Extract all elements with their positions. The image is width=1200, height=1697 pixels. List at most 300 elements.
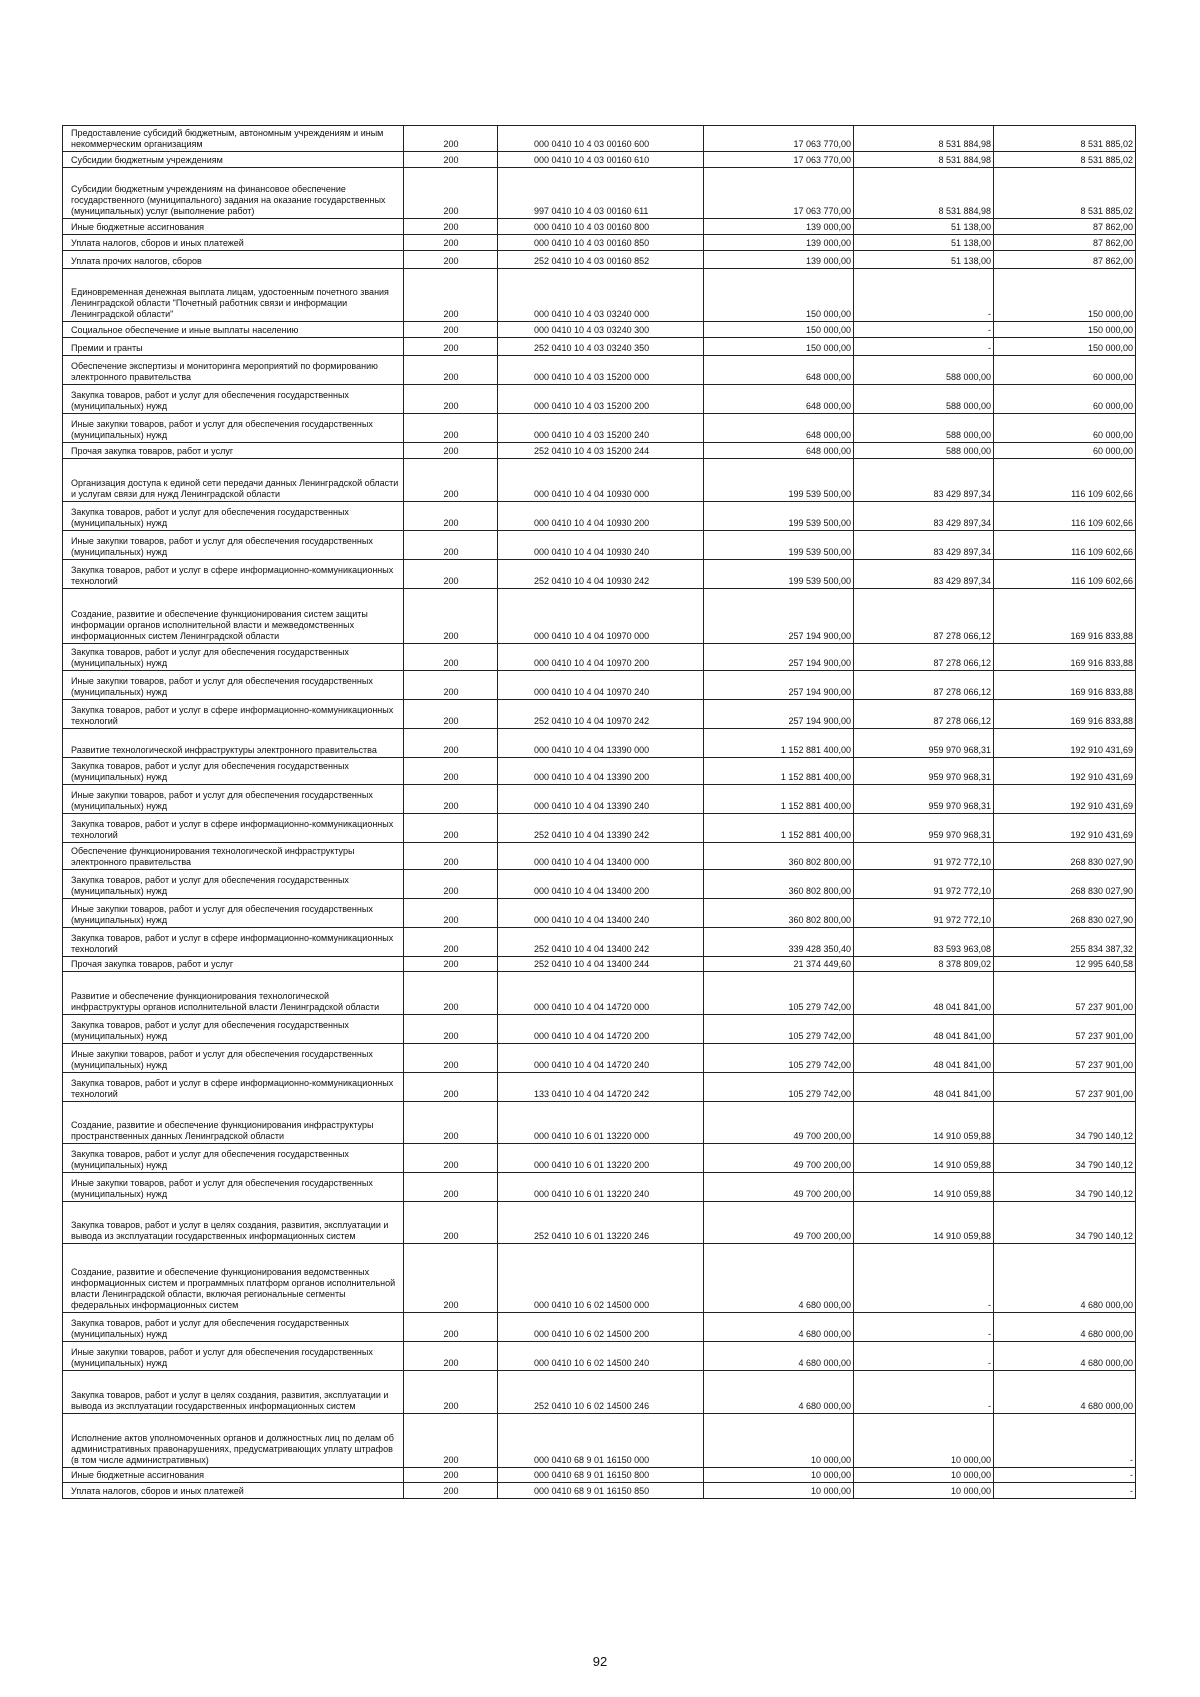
expense-name-cell: Иные бюджетные ассигнования: [63, 1468, 404, 1483]
executed-amount-cell: 91 972 772,10: [854, 843, 994, 870]
table-row: [63, 644, 1136, 671]
line-code-cell: 200: [404, 928, 498, 957]
approved-amount-cell: 360 802 800,00: [704, 899, 854, 928]
executed-amount-cell: -: [854, 1342, 994, 1371]
expense-name-cell: Иные закупки товаров, работ и услуг для обеспечения государственных (муниципальных) нужд: [63, 671, 404, 700]
executed-amount-cell: 959 970 968,31: [854, 758, 994, 785]
budget-classification-code-cell: 000 0410 10 6 01 13220 000: [498, 1102, 704, 1144]
executed-amount-cell: 588 000,00: [854, 443, 994, 459]
expense-name-cell: Иные закупки товаров, работ и услуг для обеспечения государственных (муниципальных) нужд: [63, 1044, 404, 1073]
expense-name-cell: Исполнение актов уполномоченных органов и должностных лиц по делам об административных правонарушениях, предусматривающих уплату штрафов (в том числе административных): [63, 1414, 404, 1468]
expense-name-cell: Обеспечение экспертизы и мониторинга мероприятий по формированию электронного правительства: [63, 356, 404, 385]
executed-amount-cell: 51 138,00: [854, 251, 994, 269]
executed-amount-cell: -: [854, 1371, 994, 1414]
table-row: [63, 843, 1136, 870]
unexecuted-amount-cell: 87 862,00: [994, 219, 1136, 235]
unexecuted-amount-cell: 34 790 140,12: [994, 1202, 1136, 1244]
unexecuted-amount-cell: 169 916 833,88: [994, 589, 1136, 644]
table-row: [63, 785, 1136, 814]
expense-name-cell: Создание, развитие и обеспечение функционирования инфраструктуры пространственных данных Ленинградской области: [63, 1102, 404, 1144]
table-row: [63, 1371, 1136, 1414]
executed-amount-cell: 588 000,00: [854, 356, 994, 385]
expense-name-cell: Закупка товаров, работ и услуг в сфере информационно-коммуникационных технологий: [63, 814, 404, 843]
unexecuted-amount-cell: 192 910 431,69: [994, 758, 1136, 785]
executed-amount-cell: 83 429 897,34: [854, 502, 994, 531]
approved-amount-cell: 339 428 350,40: [704, 928, 854, 957]
executed-amount-cell: 8 531 884,98: [854, 126, 994, 152]
budget-classification-code-cell: 000 0410 10 6 01 13220 240: [498, 1173, 704, 1202]
approved-amount-cell: 150 000,00: [704, 269, 854, 322]
table-row: [63, 385, 1136, 414]
executed-amount-cell: -: [854, 1313, 994, 1342]
executed-amount-cell: 10 000,00: [854, 1414, 994, 1468]
approved-amount-cell: 17 063 770,00: [704, 126, 854, 152]
unexecuted-amount-cell: 57 237 901,00: [994, 1044, 1136, 1073]
table-row: [63, 870, 1136, 899]
approved-amount-cell: 49 700 200,00: [704, 1102, 854, 1144]
budget-classification-code-cell: 000 0410 10 4 04 10930 200: [498, 502, 704, 531]
budget-classification-code-cell: 252 0410 10 4 04 13400 244: [498, 957, 704, 972]
line-code-cell: 200: [404, 443, 498, 459]
expense-name-cell: Закупка товаров, работ и услуг в сфере информационно-коммуникационных технологий: [63, 560, 404, 589]
line-code-cell: 200: [404, 219, 498, 235]
expense-name-cell: Субсидии бюджетным учреждениям на финансовое обеспечение государственного (муниципального) задания на оказание государственных (муниципальных) услуг (выполнение работ): [63, 168, 404, 219]
approved-amount-cell: 257 194 900,00: [704, 700, 854, 729]
expense-name-cell: Иные закупки товаров, работ и услуг для обеспечения государственных (муниципальных) нужд: [63, 1173, 404, 1202]
budget-classification-code-cell: 000 0410 10 4 03 00160 600: [498, 126, 704, 152]
executed-amount-cell: 48 041 841,00: [854, 1073, 994, 1102]
approved-amount-cell: 1 152 881 400,00: [704, 814, 854, 843]
expense-name-cell: Уплата налогов, сборов и иных платежей: [63, 235, 404, 251]
executed-amount-cell: 51 138,00: [854, 219, 994, 235]
budget-classification-code-cell: 000 0410 10 4 04 14720 240: [498, 1044, 704, 1073]
approved-amount-cell: 105 279 742,00: [704, 1015, 854, 1044]
unexecuted-amount-cell: 169 916 833,88: [994, 700, 1136, 729]
budget-classification-code-cell: 252 0410 10 6 01 13220 246: [498, 1202, 704, 1244]
expense-name-cell: Субсидии бюджетным учреждениям: [63, 152, 404, 168]
expense-name-cell: Прочая закупка товаров, работ и услуг: [63, 957, 404, 972]
approved-amount-cell: 4 680 000,00: [704, 1244, 854, 1313]
table-body: [63, 126, 1136, 1499]
budget-classification-code-cell: 000 0410 10 4 04 10970 240: [498, 671, 704, 700]
table-row: [63, 1342, 1136, 1371]
approved-amount-cell: 150 000,00: [704, 338, 854, 356]
approved-amount-cell: 199 539 500,00: [704, 560, 854, 589]
expense-name-cell: Иные закупки товаров, работ и услуг для обеспечения государственных (муниципальных) нужд: [63, 414, 404, 443]
expense-name-cell: Закупка товаров, работ и услуг для обеспечения государственных (муниципальных) нужд: [63, 1313, 404, 1342]
expense-name-cell: Иные бюджетные ассигнования: [63, 219, 404, 235]
executed-amount-cell: 8 531 884,98: [854, 152, 994, 168]
approved-amount-cell: 49 700 200,00: [704, 1144, 854, 1173]
budget-classification-code-cell: 000 0410 10 4 04 14720 200: [498, 1015, 704, 1044]
approved-amount-cell: 17 063 770,00: [704, 152, 854, 168]
approved-amount-cell: 10 000,00: [704, 1414, 854, 1468]
budget-classification-code-cell: 252 0410 10 4 03 03240 350: [498, 338, 704, 356]
budget-classification-code-cell: 000 0410 10 4 04 13400 200: [498, 870, 704, 899]
budget-classification-code-cell: 000 0410 10 6 02 14500 000: [498, 1244, 704, 1313]
line-code-cell: 200: [404, 1073, 498, 1102]
line-code-cell: 200: [404, 560, 498, 589]
expense-name-cell: Премии и гранты: [63, 338, 404, 356]
budget-classification-code-cell: 000 0410 10 4 04 10930 000: [498, 459, 704, 502]
unexecuted-amount-cell: 8 531 885,02: [994, 126, 1136, 152]
line-code-cell: 200: [404, 1015, 498, 1044]
table-row: [63, 1173, 1136, 1202]
table-row: [63, 1044, 1136, 1073]
unexecuted-amount-cell: 60 000,00: [994, 356, 1136, 385]
line-code-cell: 200: [404, 843, 498, 870]
table-row: [63, 560, 1136, 589]
executed-amount-cell: 959 970 968,31: [854, 785, 994, 814]
unexecuted-amount-cell: 57 237 901,00: [994, 1015, 1136, 1044]
budget-classification-code-cell: 000 0410 68 9 01 16150 000: [498, 1414, 704, 1468]
approved-amount-cell: 648 000,00: [704, 356, 854, 385]
expense-name-cell: Закупка товаров, работ и услуг для обеспечения государственных (муниципальных) нужд: [63, 758, 404, 785]
executed-amount-cell: 83 429 897,34: [854, 560, 994, 589]
executed-amount-cell: 48 041 841,00: [854, 972, 994, 1015]
executed-amount-cell: 10 000,00: [854, 1483, 994, 1499]
approved-amount-cell: 360 802 800,00: [704, 843, 854, 870]
expense-name-cell: Закупка товаров, работ и услуг в сфере информационно-коммуникационных технологий: [63, 700, 404, 729]
budget-classification-code-cell: 000 0410 10 4 04 10970 000: [498, 589, 704, 644]
unexecuted-amount-cell: 8 531 885,02: [994, 168, 1136, 219]
unexecuted-amount-cell: -: [994, 1468, 1136, 1483]
line-code-cell: 200: [404, 758, 498, 785]
unexecuted-amount-cell: 34 790 140,12: [994, 1144, 1136, 1173]
table-row: [63, 459, 1136, 502]
table-row: [63, 729, 1136, 758]
executed-amount-cell: -: [854, 1244, 994, 1313]
executed-amount-cell: 959 970 968,31: [854, 729, 994, 758]
line-code-cell: 200: [404, 1414, 498, 1468]
table-row: [63, 899, 1136, 928]
line-code-cell: 200: [404, 1144, 498, 1173]
unexecuted-amount-cell: 12 995 640,58: [994, 957, 1136, 972]
approved-amount-cell: 150 000,00: [704, 322, 854, 338]
expense-name-cell: Обеспечение функционирования технологической инфраструктуры электронного правительства: [63, 843, 404, 870]
approved-amount-cell: 21 374 449,60: [704, 957, 854, 972]
approved-amount-cell: 4 680 000,00: [704, 1313, 854, 1342]
line-code-cell: 200: [404, 1468, 498, 1483]
unexecuted-amount-cell: 87 862,00: [994, 251, 1136, 269]
line-code-cell: 200: [404, 459, 498, 502]
unexecuted-amount-cell: 255 834 387,32: [994, 928, 1136, 957]
table-row: [63, 972, 1136, 1015]
unexecuted-amount-cell: 4 680 000,00: [994, 1313, 1136, 1342]
table-row: [63, 322, 1136, 338]
approved-amount-cell: 257 194 900,00: [704, 589, 854, 644]
executed-amount-cell: 48 041 841,00: [854, 1015, 994, 1044]
table-row: [63, 1102, 1136, 1144]
budget-classification-code-cell: 000 0410 10 4 04 13400 000: [498, 843, 704, 870]
table-row: [63, 531, 1136, 560]
budget-classification-code-cell: 000 0410 10 6 02 14500 240: [498, 1342, 704, 1371]
line-code-cell: 200: [404, 1244, 498, 1313]
budget-classification-code-cell: 000 0410 10 4 04 13390 240: [498, 785, 704, 814]
unexecuted-amount-cell: 192 910 431,69: [994, 814, 1136, 843]
approved-amount-cell: 10 000,00: [704, 1483, 854, 1499]
line-code-cell: 200: [404, 168, 498, 219]
line-code-cell: 200: [404, 126, 498, 152]
table-row: [63, 1313, 1136, 1342]
table-row: [63, 126, 1136, 152]
table-row: [63, 1468, 1136, 1483]
approved-amount-cell: 139 000,00: [704, 251, 854, 269]
page-number: 92: [592, 1654, 608, 1669]
line-code-cell: 200: [404, 1044, 498, 1073]
approved-amount-cell: 49 700 200,00: [704, 1173, 854, 1202]
expense-name-cell: Закупка товаров, работ и услуг в целях создания, развития, эксплуатации и вывода из эксплуатации государственных информационных систем: [63, 1202, 404, 1244]
expense-name-cell: Иные закупки товаров, работ и услуг для обеспечения государственных (муниципальных) нужд: [63, 531, 404, 560]
expense-name-cell: Прочая закупка товаров, работ и услуг: [63, 443, 404, 459]
unexecuted-amount-cell: 60 000,00: [994, 385, 1136, 414]
expense-name-cell: Уплата прочих налогов, сборов: [63, 251, 404, 269]
line-code-cell: 200: [404, 1202, 498, 1244]
executed-amount-cell: 588 000,00: [854, 385, 994, 414]
unexecuted-amount-cell: 60 000,00: [994, 414, 1136, 443]
expense-name-cell: Иные закупки товаров, работ и услуг для обеспечения государственных (муниципальных) нужд: [63, 899, 404, 928]
budget-classification-code-cell: 252 0410 10 4 04 10930 242: [498, 560, 704, 589]
unexecuted-amount-cell: 87 862,00: [994, 235, 1136, 251]
line-code-cell: 200: [404, 152, 498, 168]
table-row: [63, 814, 1136, 843]
executed-amount-cell: 14 910 059,88: [854, 1173, 994, 1202]
executed-amount-cell: 87 278 066,12: [854, 644, 994, 671]
line-code-cell: 200: [404, 1371, 498, 1414]
approved-amount-cell: 199 539 500,00: [704, 502, 854, 531]
line-code-cell: 200: [404, 972, 498, 1015]
expense-name-cell: Закупка товаров, работ и услуг для обеспечения государственных (муниципальных) нужд: [63, 644, 404, 671]
executed-amount-cell: 87 278 066,12: [854, 700, 994, 729]
executed-amount-cell: 8 531 884,98: [854, 168, 994, 219]
approved-amount-cell: 17 063 770,00: [704, 168, 854, 219]
expense-name-cell: Создание, развитие и обеспечение функционирования ведомственных информационных систем и программных платформ органов исполнительной власти Ленинградской области, включая региональные сегменты федеральных информационных систем: [63, 1244, 404, 1313]
approved-amount-cell: 1 152 881 400,00: [704, 729, 854, 758]
unexecuted-amount-cell: 4 680 000,00: [994, 1342, 1136, 1371]
expense-name-cell: Уплата налогов, сборов и иных платежей: [63, 1483, 404, 1499]
table-row: [63, 1015, 1136, 1044]
executed-amount-cell: 83 429 897,34: [854, 459, 994, 502]
budget-classification-code-cell: 000 0410 10 4 04 10930 240: [498, 531, 704, 560]
unexecuted-amount-cell: 116 109 602,66: [994, 502, 1136, 531]
budget-classification-code-cell: 000 0410 10 4 04 10970 200: [498, 644, 704, 671]
line-code-cell: 200: [404, 899, 498, 928]
line-code-cell: 200: [404, 1102, 498, 1144]
budget-classification-code-cell: 252 0410 10 4 04 10970 242: [498, 700, 704, 729]
executed-amount-cell: -: [854, 338, 994, 356]
budget-classification-code-cell: 133 0410 10 4 04 14720 242: [498, 1073, 704, 1102]
line-code-cell: 200: [404, 235, 498, 251]
expense-name-cell: Иные закупки товаров, работ и услуг для обеспечения государственных (муниципальных) нужд: [63, 1342, 404, 1371]
executed-amount-cell: 14 910 059,88: [854, 1144, 994, 1173]
unexecuted-amount-cell: 268 830 027,90: [994, 899, 1136, 928]
approved-amount-cell: 49 700 200,00: [704, 1202, 854, 1244]
table-row: [63, 502, 1136, 531]
budget-classification-code-cell: 252 0410 10 6 02 14500 246: [498, 1371, 704, 1414]
line-code-cell: 200: [404, 957, 498, 972]
budget-classification-code-cell: 000 0410 10 4 03 00160 850: [498, 235, 704, 251]
line-code-cell: 200: [404, 1342, 498, 1371]
budget-classification-code-cell: 000 0410 10 4 04 13390 200: [498, 758, 704, 785]
budget-classification-code-cell: 997 0410 10 4 03 00160 611: [498, 168, 704, 219]
approved-amount-cell: 648 000,00: [704, 414, 854, 443]
executed-amount-cell: 83 429 897,34: [854, 531, 994, 560]
unexecuted-amount-cell: 268 830 027,90: [994, 843, 1136, 870]
executed-amount-cell: 83 593 963,08: [854, 928, 994, 957]
line-code-cell: 200: [404, 870, 498, 899]
budget-classification-code-cell: 000 0410 10 4 03 15200 200: [498, 385, 704, 414]
budget-execution-table: [62, 125, 1136, 1499]
approved-amount-cell: 1 152 881 400,00: [704, 785, 854, 814]
approved-amount-cell: 105 279 742,00: [704, 1044, 854, 1073]
unexecuted-amount-cell: 116 109 602,66: [994, 531, 1136, 560]
unexecuted-amount-cell: 150 000,00: [994, 269, 1136, 322]
expense-name-cell: Закупка товаров, работ и услуг для обеспечения государственных (муниципальных) нужд: [63, 870, 404, 899]
budget-classification-code-cell: 252 0410 10 4 03 15200 244: [498, 443, 704, 459]
expense-name-cell: Развитие и обеспечение функционирования технологической инфраструктуры органов исполнительной власти Ленинградской области: [63, 972, 404, 1015]
executed-amount-cell: 959 970 968,31: [854, 814, 994, 843]
unexecuted-amount-cell: 8 531 885,02: [994, 152, 1136, 168]
executed-amount-cell: -: [854, 269, 994, 322]
table-row: [63, 251, 1136, 269]
expense-name-cell: Закупка товаров, работ и услуг в целях создания, развития, эксплуатации и вывода из эксплуатации государственных информационных систем: [63, 1371, 404, 1414]
table-row: [63, 589, 1136, 644]
table-row: [63, 219, 1136, 235]
approved-amount-cell: 648 000,00: [704, 385, 854, 414]
approved-amount-cell: 105 279 742,00: [704, 1073, 854, 1102]
budget-classification-code-cell: 000 0410 10 4 04 13400 240: [498, 899, 704, 928]
table-row: [63, 1414, 1136, 1468]
unexecuted-amount-cell: 150 000,00: [994, 338, 1136, 356]
unexecuted-amount-cell: 169 916 833,88: [994, 644, 1136, 671]
executed-amount-cell: 51 138,00: [854, 235, 994, 251]
budget-classification-code-cell: 000 0410 10 6 01 13220 200: [498, 1144, 704, 1173]
line-code-cell: 200: [404, 1173, 498, 1202]
budget-classification-code-cell: 000 0410 10 4 03 15200 000: [498, 356, 704, 385]
expense-name-cell: Закупка товаров, работ и услуг в сфере информационно-коммуникационных технологий: [63, 928, 404, 957]
table-row: [63, 671, 1136, 700]
executed-amount-cell: 14 910 059,88: [854, 1102, 994, 1144]
table-row: [63, 168, 1136, 219]
table-row: [63, 1202, 1136, 1244]
unexecuted-amount-cell: 116 109 602,66: [994, 560, 1136, 589]
budget-sheet: [62, 125, 1136, 1499]
budget-classification-code-cell: 000 0410 10 4 03 15200 240: [498, 414, 704, 443]
expense-name-cell: Иные закупки товаров, работ и услуг для обеспечения государственных (муниципальных) нужд: [63, 785, 404, 814]
expense-name-cell: Закупка товаров, работ и услуг для обеспечения государственных (муниципальных) нужд: [63, 1144, 404, 1173]
table-row: [63, 338, 1136, 356]
line-code-cell: 200: [404, 785, 498, 814]
table-row: [63, 1073, 1136, 1102]
budget-classification-code-cell: 252 0410 10 4 04 13390 242: [498, 814, 704, 843]
line-code-cell: 200: [404, 814, 498, 843]
unexecuted-amount-cell: 60 000,00: [994, 443, 1136, 459]
executed-amount-cell: 91 972 772,10: [854, 870, 994, 899]
table-row: [63, 269, 1136, 322]
approved-amount-cell: 648 000,00: [704, 443, 854, 459]
unexecuted-amount-cell: 150 000,00: [994, 322, 1136, 338]
line-code-cell: 200: [404, 269, 498, 322]
unexecuted-amount-cell: 169 916 833,88: [994, 671, 1136, 700]
table-row: [63, 235, 1136, 251]
expense-name-cell: Предоставление субсидий бюджетным, автономным учреждениям и иным некоммерческим организациям: [63, 126, 404, 152]
budget-classification-code-cell: 000 0410 10 4 04 13390 000: [498, 729, 704, 758]
approved-amount-cell: 139 000,00: [704, 235, 854, 251]
unexecuted-amount-cell: -: [994, 1483, 1136, 1499]
expense-name-cell: Организация доступа к единой сети передачи данных Ленинградской области и услугам связи для нужд Ленинградской области: [63, 459, 404, 502]
line-code-cell: 200: [404, 385, 498, 414]
line-code-cell: 200: [404, 644, 498, 671]
unexecuted-amount-cell: 57 237 901,00: [994, 1073, 1136, 1102]
table-row: [63, 758, 1136, 785]
line-code-cell: 200: [404, 729, 498, 758]
unexecuted-amount-cell: 57 237 901,00: [994, 972, 1136, 1015]
executed-amount-cell: 87 278 066,12: [854, 589, 994, 644]
expense-name-cell: Единовременная денежная выплата лицам, удостоенным почетного звания Ленинградской области "Почетный работник связи и информации Ленинградской области": [63, 269, 404, 322]
line-code-cell: 200: [404, 531, 498, 560]
line-code-cell: 200: [404, 251, 498, 269]
approved-amount-cell: 10 000,00: [704, 1468, 854, 1483]
table-row: [63, 700, 1136, 729]
unexecuted-amount-cell: 34 790 140,12: [994, 1173, 1136, 1202]
table-row: [63, 443, 1136, 459]
executed-amount-cell: 87 278 066,12: [854, 671, 994, 700]
budget-classification-code-cell: 000 0410 10 4 03 00160 610: [498, 152, 704, 168]
approved-amount-cell: 257 194 900,00: [704, 644, 854, 671]
approved-amount-cell: 1 152 881 400,00: [704, 758, 854, 785]
executed-amount-cell: 14 910 059,88: [854, 1202, 994, 1244]
expense-name-cell: Закупка товаров, работ и услуг для обеспечения государственных (муниципальных) нужд: [63, 1015, 404, 1044]
expense-name-cell: Социальное обеспечение и иные выплаты населению: [63, 322, 404, 338]
expense-name-cell: Закупка товаров, работ и услуг для обеспечения государственных (муниципальных) нужд: [63, 502, 404, 531]
unexecuted-amount-cell: 192 910 431,69: [994, 785, 1136, 814]
table-row: [63, 928, 1136, 957]
budget-classification-code-cell: 000 0410 68 9 01 16150 800: [498, 1468, 704, 1483]
executed-amount-cell: 91 972 772,10: [854, 899, 994, 928]
executed-amount-cell: 10 000,00: [854, 1468, 994, 1483]
executed-amount-cell: 48 041 841,00: [854, 1044, 994, 1073]
unexecuted-amount-cell: 116 109 602,66: [994, 459, 1136, 502]
expense-name-cell: Закупка товаров, работ и услуг в сфере информационно-коммуникационных технологий: [63, 1073, 404, 1102]
budget-classification-code-cell: 000 0410 10 6 02 14500 200: [498, 1313, 704, 1342]
approved-amount-cell: 139 000,00: [704, 219, 854, 235]
approved-amount-cell: 360 802 800,00: [704, 870, 854, 899]
line-code-cell: 200: [404, 356, 498, 385]
unexecuted-amount-cell: 192 910 431,69: [994, 729, 1136, 758]
unexecuted-amount-cell: 4 680 000,00: [994, 1244, 1136, 1313]
budget-classification-code-cell: 000 0410 10 4 04 14720 000: [498, 972, 704, 1015]
unexecuted-amount-cell: 268 830 027,90: [994, 870, 1136, 899]
line-code-cell: 200: [404, 1483, 498, 1499]
approved-amount-cell: 257 194 900,00: [704, 671, 854, 700]
executed-amount-cell: 588 000,00: [854, 414, 994, 443]
table-row: [63, 1144, 1136, 1173]
budget-classification-code-cell: 252 0410 10 4 04 13400 242: [498, 928, 704, 957]
expense-name-cell: Развитие технологической инфраструктуры электронного правительства: [63, 729, 404, 758]
budget-classification-code-cell: 000 0410 68 9 01 16150 850: [498, 1483, 704, 1499]
executed-amount-cell: 8 378 809,02: [854, 957, 994, 972]
expense-name-cell: Создание, развитие и обеспечение функционирования систем защиты информации органов исполнительной власти и межведомственных информационных систем Ленинградской области: [63, 589, 404, 644]
line-code-cell: 200: [404, 502, 498, 531]
table-row: [63, 1483, 1136, 1499]
executed-amount-cell: -: [854, 322, 994, 338]
unexecuted-amount-cell: 4 680 000,00: [994, 1371, 1136, 1414]
line-code-cell: 200: [404, 1313, 498, 1342]
unexecuted-amount-cell: 34 790 140,12: [994, 1102, 1136, 1144]
expense-name-cell: Закупка товаров, работ и услуг для обеспечения государственных (муниципальных) нужд: [63, 385, 404, 414]
approved-amount-cell: 199 539 500,00: [704, 459, 854, 502]
table-row: [63, 414, 1136, 443]
